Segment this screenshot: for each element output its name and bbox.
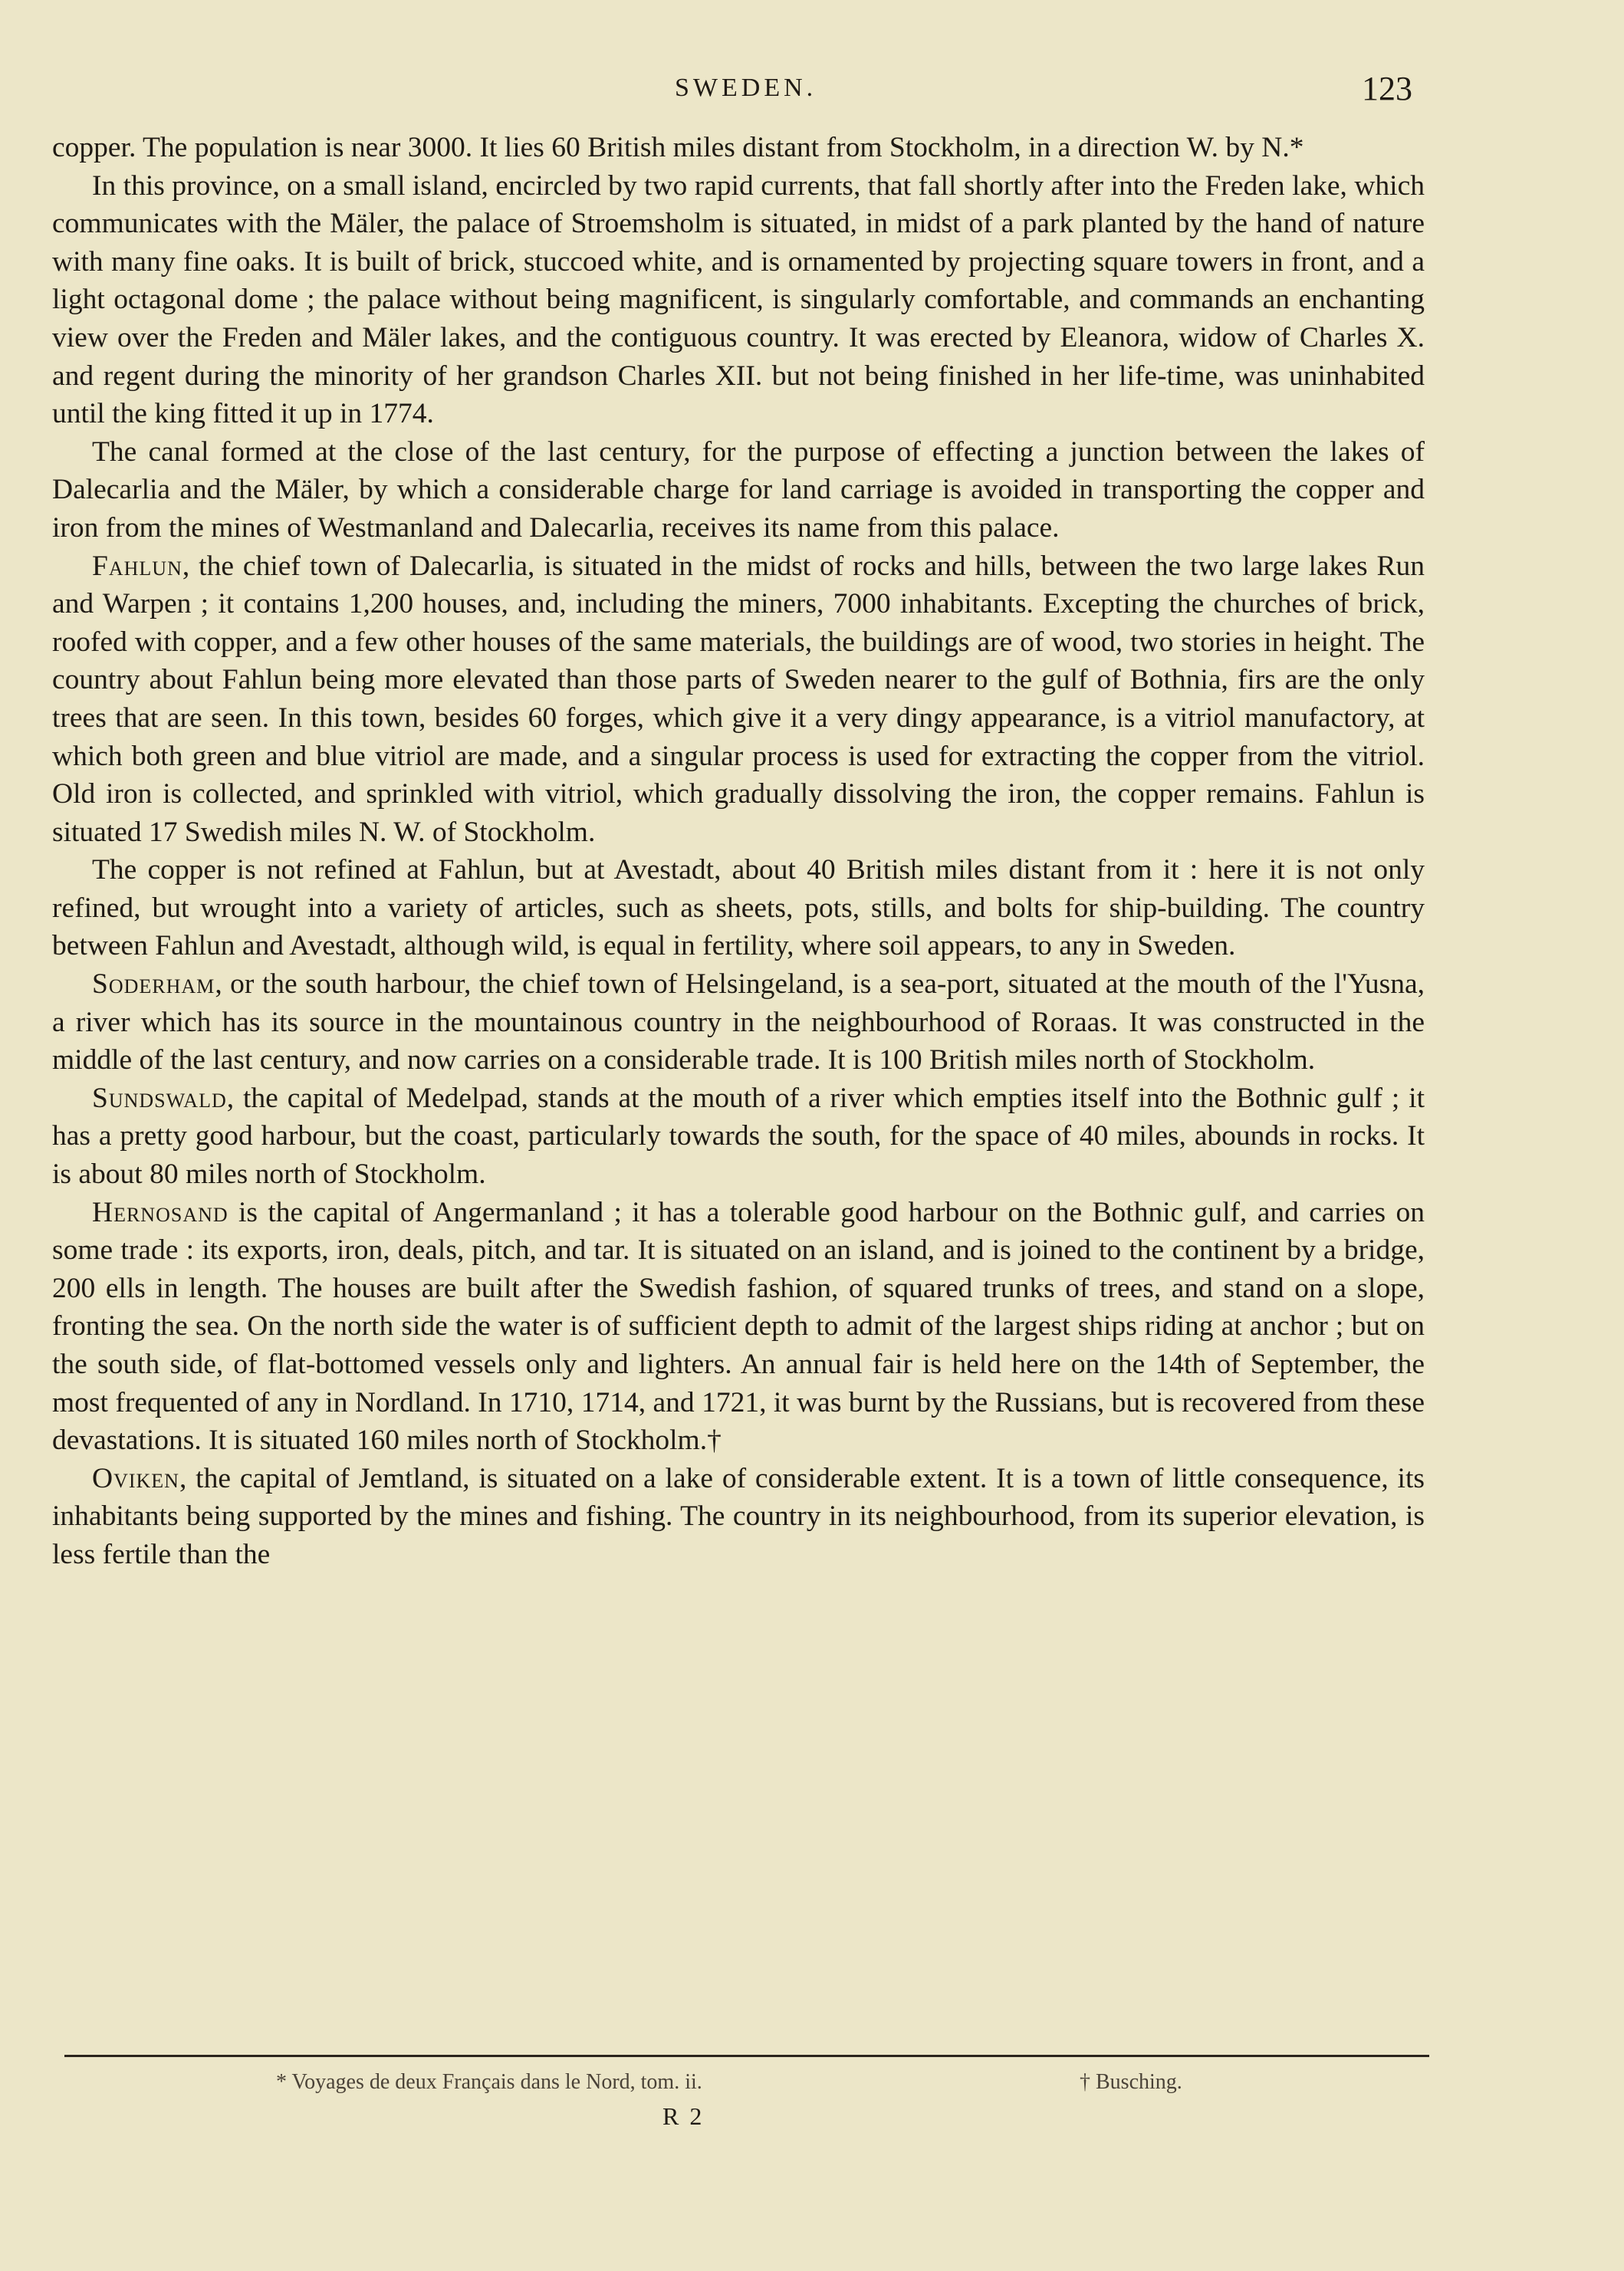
footnote-busching: † Busching. <box>1080 2070 1182 2094</box>
running-title: SWEDEN. <box>675 74 817 102</box>
paragraph <box>52 1080 1425 1194</box>
paragraph-text: copper. The population is near 3000. It lies 60 British miles distant from Stockholm, in a direction W. by N.* <box>52 132 1304 163</box>
body-text <box>52 129 1425 1574</box>
paragraph-text: In this province, on a small island, encircled by two rapid currents, that fall shortly after into the Freden lake, which communicates with the Mäler, the palace of Stroemsholm is situated, in midst of a park planted by the hand of nature with many fine oaks. It is built of brick, stuccoed white, and is ornamented by projecting square towers in front, and a light octagonal dome ; the palace without being magnificent, is singularly comfortable, and commands an enchanting view over the Freden and Mäler lakes, and the contiguous country. It was erected by Eleanora, widow of Charles X. and regent during the minority of her grandson Charles XII. but not being finished in her life-time, was uninhabited until the king fitted it up in 1774. <box>52 169 1425 430</box>
paragraph <box>52 129 1425 167</box>
page-header <box>0 69 1624 115</box>
paragraph <box>52 1194 1425 1460</box>
signature-mark: R 2 <box>662 2102 705 2130</box>
page-number: 123 <box>1362 70 1412 107</box>
town-name: Oviken <box>92 1462 179 1494</box>
paragraph-text: , the capital of Jemtland, is situated on a lake of considerable extent. It is a town of little consequence, its inhabitants being supported by the mines and fishing. The country in its neighbourhood, from its superior elevation, is less fertile than the <box>52 1462 1425 1570</box>
paragraph-text: , the capital of Medelpad, stands at the mouth of a river which empties itself into the Bothnic gulf ; it has a pretty good harbour, but the coast, particularly towards the south, for the space of 40 miles, abounds in rocks. It is about 80 miles north of Stockholm. <box>52 1082 1425 1191</box>
paragraph <box>52 1460 1425 1574</box>
paragraph-text: is the capital of Angermanland ; it has a tolerable good harbour on the Bothnic gulf, and carries on some trade : its exports, iron, deals, pitch, and tar. It is situated on an island, and is joined to the continent by a bridge, 200 ells in length. The houses are built after the Swedish fashion, of squared trunks of trees, and stand on a slope, fronting the sea. On the north side the water is of sufficient depth to admit of the largest ships riding at anchor ; but on the south side, of flat-bottomed vessels only and lighters. An annual fair is held here on the 14th of September, the most frequented of any in Nordland. In 1710, 1714, and 1721, it was burnt by the Russians, but is recovered from these devastations. It is situated 160 miles north of Stockholm.† <box>52 1196 1425 1457</box>
paragraph-text: , or the south harbour, the chief town of Helsingeland, is a sea-port, situated at the mouth of the l'Yusna, a river which has its source in the mountainous country in the neighbourhood of Roraas. It was constructed in the middle of the last century, and now carries on a considerable trade. It is 100 British miles north of Stockholm. <box>52 968 1425 1076</box>
paragraph-text: The canal formed at the close of the last century, for the purpose of effecting a junction between the lakes of Dalecarlia and the Mäler, by which a considerable charge for land carriage is avoided in transporting the copper and iron from the mines of Westmanland and Dalecarlia, receives its name from this palace. <box>52 435 1425 544</box>
footnote-voyages: * Voyages de deux Français dans le Nord, tom. ii. <box>276 2070 702 2094</box>
paragraph <box>52 167 1425 433</box>
paragraph-text: The copper is not refined at Fahlun, but at Avestadt, about 40 British miles distant from it : here it is not only refined, but wrought into a variety of articles, such as sheets, pots, stills, and bolts for ship-building. The country between Fahlun and Avestadt, although wild, is equal in fertility, where soil appears, to any in Sweden. <box>52 854 1425 962</box>
footnotes <box>0 2070 1624 2101</box>
paragraph <box>52 851 1425 965</box>
town-name: Fahlun <box>92 550 182 582</box>
paragraph <box>52 965 1425 1080</box>
town-name: Hernosand <box>92 1196 228 1228</box>
paragraph-text: , the chief town of Dalecarlia, is situated in the midst of rocks and hills, between the two large lakes Run and Warpen ; it contains 1,200 houses, and, including the miners, 7000 inhabitants. Excepting the churches of brick, roofed with copper, and a few other houses of the same materials, the buildings are of wood, two stories in height. The country about Fahlun being more elevated than those parts of Sweden nearer to the gulf of Bothnia, firs are the only trees that are seen. In this town, besides 60 forges, which give it a very dingy appearance, is a vitriol manufactory, at which both green and blue vitriol are made, and a singular process is used for extracting the copper from the vitriol. Old iron is collected, and sprinkled with vitriol, which gradually dissolving the iron, the copper remains. Fahlun is situated 17 Swedish miles N. W. of Stockholm. <box>52 550 1425 848</box>
town-name: Sundswald <box>92 1082 227 1114</box>
town-name: Soderham <box>92 968 215 1001</box>
footnote-divider <box>64 2055 1429 2057</box>
paragraph <box>52 547 1425 852</box>
paragraph <box>52 433 1425 547</box>
